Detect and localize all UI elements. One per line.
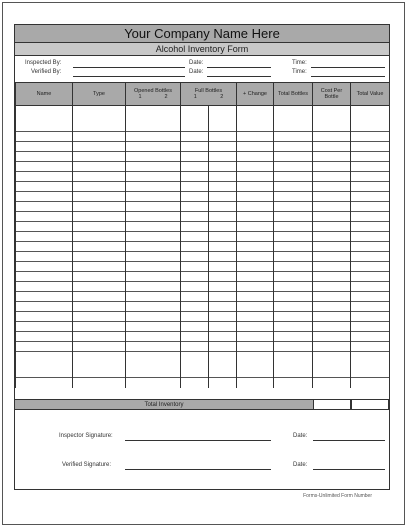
table-cell[interactable] [313, 322, 351, 332]
table-cell[interactable] [351, 152, 390, 162]
table-cell[interactable] [181, 342, 209, 352]
table-cell[interactable] [16, 222, 73, 232]
table-cell[interactable] [73, 132, 126, 142]
table-cell[interactable] [237, 212, 274, 222]
table-cell[interactable] [351, 312, 390, 322]
table-cell[interactable] [16, 192, 73, 202]
table-cell[interactable] [313, 332, 351, 342]
table-cell[interactable] [16, 262, 73, 272]
table-cell[interactable] [73, 332, 126, 342]
table-cell[interactable] [351, 282, 390, 292]
table-cell[interactable] [181, 262, 209, 272]
table-cell[interactable] [351, 322, 390, 332]
table-cell[interactable] [237, 182, 274, 192]
table-cell[interactable] [351, 242, 390, 252]
table-row [16, 302, 390, 312]
table-row [16, 142, 390, 152]
table-cell[interactable] [274, 202, 313, 212]
table-cell[interactable] [351, 262, 390, 272]
verified-date-field[interactable] [313, 469, 385, 470]
table-cell[interactable] [313, 272, 351, 282]
table-row [16, 332, 390, 342]
table-cell[interactable] [73, 162, 126, 172]
table-cell[interactable] [16, 292, 73, 302]
table-cell[interactable] [237, 378, 274, 388]
table-cell[interactable] [209, 332, 237, 342]
table-cell[interactable] [181, 192, 209, 202]
table-cell[interactable] [351, 222, 390, 232]
table-cell[interactable] [313, 292, 351, 302]
time-label-1: Time: [292, 60, 307, 66]
table-cell[interactable] [274, 106, 313, 132]
table-cell[interactable] [237, 162, 274, 172]
col-change: + Change [237, 83, 274, 106]
table-cell[interactable] [274, 172, 313, 182]
table-cell[interactable] [181, 132, 209, 142]
table-cell[interactable] [274, 352, 313, 378]
table-cell[interactable] [181, 282, 209, 292]
table-cell[interactable] [181, 272, 209, 282]
table-cell[interactable] [73, 378, 126, 388]
table-cell[interactable] [16, 162, 73, 172]
table-cell[interactable] [181, 152, 209, 162]
table-row [16, 192, 390, 202]
table-cell[interactable] [73, 212, 126, 222]
col-opened-2: 2 [164, 94, 168, 100]
table-cell[interactable] [16, 212, 73, 222]
table-cell[interactable] [237, 282, 274, 292]
table-cell[interactable] [237, 152, 274, 162]
table-row [16, 132, 390, 142]
col-cost-per-bottle: Cost Per Bottle [313, 83, 351, 106]
table-cell[interactable] [16, 242, 73, 252]
table-cell[interactable] [73, 142, 126, 152]
table-cell[interactable] [237, 272, 274, 282]
table-row [16, 182, 390, 192]
table-row [16, 242, 390, 252]
table-cell[interactable] [209, 202, 237, 212]
verified-signature-field[interactable] [125, 469, 271, 470]
total-inventory-row [15, 399, 389, 410]
inspected-by-label: Inspected By: [25, 60, 62, 66]
table-cell[interactable] [181, 352, 209, 378]
table-cell[interactable] [181, 242, 209, 252]
table-cell[interactable] [181, 182, 209, 192]
table-cell[interactable] [209, 252, 237, 262]
table-cell[interactable] [237, 232, 274, 242]
table-cell[interactable] [126, 152, 181, 162]
table-cell[interactable] [209, 378, 237, 388]
table-cell[interactable] [73, 282, 126, 292]
table-cell[interactable] [274, 232, 313, 242]
table-cell[interactable] [274, 322, 313, 332]
table-row [16, 312, 390, 322]
table-cell[interactable] [351, 192, 390, 202]
table-cell[interactable] [126, 312, 181, 322]
table-cell[interactable] [274, 332, 313, 342]
table-cell[interactable] [181, 172, 209, 182]
table-cell[interactable] [274, 132, 313, 142]
table-cell[interactable] [237, 342, 274, 352]
table-cell[interactable] [209, 222, 237, 232]
table-cell[interactable] [351, 202, 390, 212]
table-cell[interactable] [313, 106, 351, 132]
date-label-2: Date: [189, 69, 204, 75]
table-cell[interactable] [181, 378, 209, 388]
table-cell[interactable] [181, 222, 209, 232]
table-row [16, 152, 390, 162]
verified-by-label: Verified By: [31, 69, 62, 75]
table-cell[interactable] [209, 302, 237, 312]
table-cell[interactable] [351, 272, 390, 282]
table-cell[interactable] [126, 192, 181, 202]
table-cell[interactable] [126, 172, 181, 182]
col-opened-bottles [126, 83, 181, 106]
table-row [16, 292, 390, 302]
table-cell[interactable] [16, 172, 73, 182]
table-cell[interactable] [274, 142, 313, 152]
table-cell[interactable] [181, 212, 209, 222]
table-cell[interactable] [237, 172, 274, 182]
table-cell[interactable] [351, 252, 390, 262]
table-cell[interactable] [209, 342, 237, 352]
total-inventory-label: Total Inventory [15, 399, 313, 410]
table-cell[interactable] [351, 132, 390, 142]
table-cell[interactable] [274, 212, 313, 222]
verified-date-label: Date: [293, 462, 308, 468]
table-cell[interactable] [209, 106, 237, 132]
date-field-2[interactable] [207, 76, 271, 77]
table-row [16, 232, 390, 242]
table-cell[interactable] [73, 342, 126, 352]
alcohol-inventory-form [14, 24, 390, 490]
table-row [16, 172, 390, 182]
table-cell[interactable] [237, 302, 274, 312]
col-full-1: 1 [193, 94, 197, 100]
table-cell[interactable] [351, 342, 390, 352]
table-cell[interactable] [313, 262, 351, 272]
table-cell[interactable] [126, 222, 181, 232]
table-row [16, 106, 390, 132]
table-cell[interactable] [16, 342, 73, 352]
table-cell[interactable] [73, 192, 126, 202]
table-cell[interactable] [351, 302, 390, 312]
col-opened-label: Opened Bottles [134, 88, 172, 94]
table-cell[interactable] [237, 222, 274, 232]
table-cell[interactable] [16, 332, 73, 342]
table-cell[interactable] [181, 162, 209, 172]
table-cell[interactable] [73, 242, 126, 252]
table-cell[interactable] [274, 242, 313, 252]
table-cell[interactable] [16, 352, 73, 378]
table-cell[interactable] [126, 282, 181, 292]
table-cell[interactable] [181, 332, 209, 342]
table-row [16, 378, 390, 388]
table-cell[interactable] [274, 182, 313, 192]
col-opened-1: 1 [138, 94, 142, 100]
table-cell[interactable] [237, 192, 274, 202]
table-cell[interactable] [181, 202, 209, 212]
col-full-label: Full Bottles [194, 88, 223, 94]
table-cell[interactable] [73, 106, 126, 132]
table-cell[interactable] [209, 312, 237, 322]
table-cell[interactable] [209, 182, 237, 192]
inspected-by-field[interactable] [73, 67, 185, 68]
table-row [16, 262, 390, 272]
table-cell[interactable] [351, 332, 390, 342]
table-cell[interactable] [126, 342, 181, 352]
table-cell[interactable] [16, 106, 73, 132]
table-cell[interactable] [16, 282, 73, 292]
table-cell[interactable] [126, 352, 181, 378]
table-cell[interactable] [313, 172, 351, 182]
company-name-title: Your Company Name Here [15, 25, 389, 43]
table-cell[interactable] [351, 378, 390, 388]
table-cell[interactable] [209, 232, 237, 242]
table-cell[interactable] [73, 312, 126, 322]
inspector-signature-label: Inspector Signature: [59, 433, 113, 439]
table-cell[interactable] [313, 242, 351, 252]
table-cell[interactable] [126, 182, 181, 192]
table-cell[interactable] [209, 192, 237, 202]
table-cell[interactable] [16, 378, 73, 388]
table-cell[interactable] [274, 192, 313, 202]
table-cell[interactable] [16, 272, 73, 282]
table-cell[interactable] [313, 142, 351, 152]
table-cell[interactable] [313, 202, 351, 212]
table-cell[interactable] [73, 352, 126, 378]
table-cell[interactable] [274, 312, 313, 322]
table-cell[interactable] [209, 352, 237, 378]
table-cell[interactable] [209, 262, 237, 272]
table-cell[interactable] [181, 252, 209, 262]
table-cell[interactable] [73, 272, 126, 282]
table-cell[interactable] [274, 262, 313, 272]
table-cell[interactable] [73, 232, 126, 242]
table-cell[interactable] [126, 106, 181, 132]
table-cell[interactable] [16, 132, 73, 142]
table-cell[interactable] [209, 132, 237, 142]
table-cell[interactable] [16, 232, 73, 242]
table-row [16, 202, 390, 212]
table-cell[interactable] [126, 232, 181, 242]
table-cell[interactable] [73, 152, 126, 162]
table-cell[interactable] [209, 282, 237, 292]
table-cell[interactable] [181, 232, 209, 242]
table-cell[interactable] [313, 152, 351, 162]
table-cell[interactable] [16, 152, 73, 162]
table-cell[interactable] [181, 106, 209, 132]
total-value-cell[interactable] [351, 399, 389, 410]
table-cell[interactable] [313, 132, 351, 142]
table-cell[interactable] [274, 342, 313, 352]
table-cell[interactable] [16, 182, 73, 192]
table-cell[interactable] [274, 272, 313, 282]
table-cell[interactable] [313, 162, 351, 172]
table-cell[interactable] [209, 142, 237, 152]
inventory-table [15, 82, 390, 388]
table-cell[interactable] [274, 152, 313, 162]
table-cell[interactable] [181, 292, 209, 302]
table-row [16, 322, 390, 332]
table-cell[interactable] [237, 262, 274, 272]
table-row [16, 252, 390, 262]
date-label-1: Date: [189, 60, 204, 66]
date-field-1[interactable] [207, 67, 271, 68]
table-cell[interactable] [351, 172, 390, 182]
table-cell[interactable] [126, 242, 181, 252]
table-cell[interactable] [274, 162, 313, 172]
table-cell[interactable] [313, 302, 351, 312]
table-cell[interactable] [126, 332, 181, 342]
table-row [16, 162, 390, 172]
table-cell[interactable] [73, 222, 126, 232]
table-cell[interactable] [73, 292, 126, 302]
table-cell[interactable] [351, 232, 390, 242]
table-cell[interactable] [237, 352, 274, 378]
table-cell[interactable] [209, 322, 237, 332]
table-cell[interactable] [209, 272, 237, 282]
table-cell[interactable] [313, 312, 351, 322]
table-cell[interactable] [237, 252, 274, 262]
table-cell[interactable] [16, 252, 73, 262]
total-bottles-cell[interactable] [313, 399, 351, 410]
time-label-2: Time: [292, 69, 307, 75]
table-cell[interactable] [313, 352, 351, 378]
table-cell[interactable] [209, 212, 237, 222]
table-cell[interactable] [237, 242, 274, 252]
table-cell[interactable] [126, 212, 181, 222]
inspector-date-label: Date: [293, 433, 308, 439]
table-cell[interactable] [126, 142, 181, 152]
table-row [16, 352, 390, 378]
table-cell[interactable] [351, 292, 390, 302]
table-cell[interactable] [237, 332, 274, 342]
table-cell[interactable] [274, 252, 313, 262]
table-cell[interactable] [274, 292, 313, 302]
table-cell[interactable] [209, 172, 237, 182]
table-cell[interactable] [126, 292, 181, 302]
table-cell[interactable] [126, 272, 181, 282]
table-cell[interactable] [73, 252, 126, 262]
table-cell[interactable] [274, 222, 313, 232]
col-total-bottles: Total Bottles [274, 83, 313, 106]
table-cell[interactable] [351, 212, 390, 222]
table-cell[interactable] [313, 182, 351, 192]
table-row [16, 342, 390, 352]
table-cell[interactable] [126, 378, 181, 388]
table-cell[interactable] [126, 202, 181, 212]
table-cell[interactable] [126, 262, 181, 272]
table-cell[interactable] [16, 312, 73, 322]
table-cell[interactable] [16, 202, 73, 212]
table-cell[interactable] [313, 252, 351, 262]
table-cell[interactable] [126, 302, 181, 312]
table-cell[interactable] [209, 242, 237, 252]
table-cell[interactable] [181, 302, 209, 312]
inspector-date-field[interactable] [313, 440, 385, 441]
time-field-1[interactable] [311, 67, 385, 68]
table-cell[interactable] [313, 282, 351, 292]
table-cell[interactable] [209, 162, 237, 172]
table-cell[interactable] [209, 152, 237, 162]
table-cell[interactable] [126, 252, 181, 262]
table-cell[interactable] [313, 342, 351, 352]
table-cell[interactable] [73, 322, 126, 332]
table-cell[interactable] [16, 302, 73, 312]
table-cell[interactable] [73, 202, 126, 212]
verified-signature-label: Verified Signature: [62, 462, 112, 468]
verified-by-field[interactable] [73, 76, 185, 77]
col-type: Type [73, 83, 126, 106]
table-cell[interactable] [237, 202, 274, 212]
table-cell[interactable] [73, 262, 126, 272]
form-title: Alcohol Inventory Form [15, 43, 389, 56]
table-cell[interactable] [237, 322, 274, 332]
table-cell[interactable] [313, 222, 351, 232]
table-cell[interactable] [126, 322, 181, 332]
footer-form-number: Forms-Unlimited Form Number [303, 493, 372, 499]
col-total-value: Total Value [351, 83, 390, 106]
table-cell[interactable] [16, 322, 73, 332]
table-cell[interactable] [351, 142, 390, 152]
table-cell[interactable] [237, 106, 274, 132]
table-cell[interactable] [126, 132, 181, 142]
table-cell[interactable] [73, 172, 126, 182]
table-cell[interactable] [73, 302, 126, 312]
col-full-bottles [181, 83, 237, 106]
table-row [16, 282, 390, 292]
table-cell[interactable] [274, 282, 313, 292]
table-row [16, 212, 390, 222]
table-cell[interactable] [274, 302, 313, 312]
table-cell[interactable] [351, 352, 390, 378]
table-cell[interactable] [181, 312, 209, 322]
table-cell[interactable] [73, 182, 126, 192]
table-cell[interactable] [351, 106, 390, 132]
table-cell[interactable] [351, 182, 390, 192]
table-row [16, 272, 390, 282]
table-cell[interactable] [313, 212, 351, 222]
col-name: Name [16, 83, 73, 106]
table-cell[interactable] [181, 142, 209, 152]
table-row [16, 222, 390, 232]
table-cell[interactable] [351, 162, 390, 172]
col-full-2: 2 [220, 94, 224, 100]
table-cell[interactable] [274, 378, 313, 388]
table-cell[interactable] [313, 192, 351, 202]
table-cell[interactable] [237, 292, 274, 302]
table-cell[interactable] [16, 142, 73, 152]
time-field-2[interactable] [311, 76, 385, 77]
table-cell[interactable] [237, 132, 274, 142]
table-cell[interactable] [126, 162, 181, 172]
table-cell[interactable] [313, 378, 351, 388]
table-cell[interactable] [313, 232, 351, 242]
table-cell[interactable] [237, 142, 274, 152]
table-cell[interactable] [237, 312, 274, 322]
inspector-signature-field[interactable] [125, 440, 271, 441]
table-cell[interactable] [181, 322, 209, 332]
table-cell[interactable] [209, 292, 237, 302]
